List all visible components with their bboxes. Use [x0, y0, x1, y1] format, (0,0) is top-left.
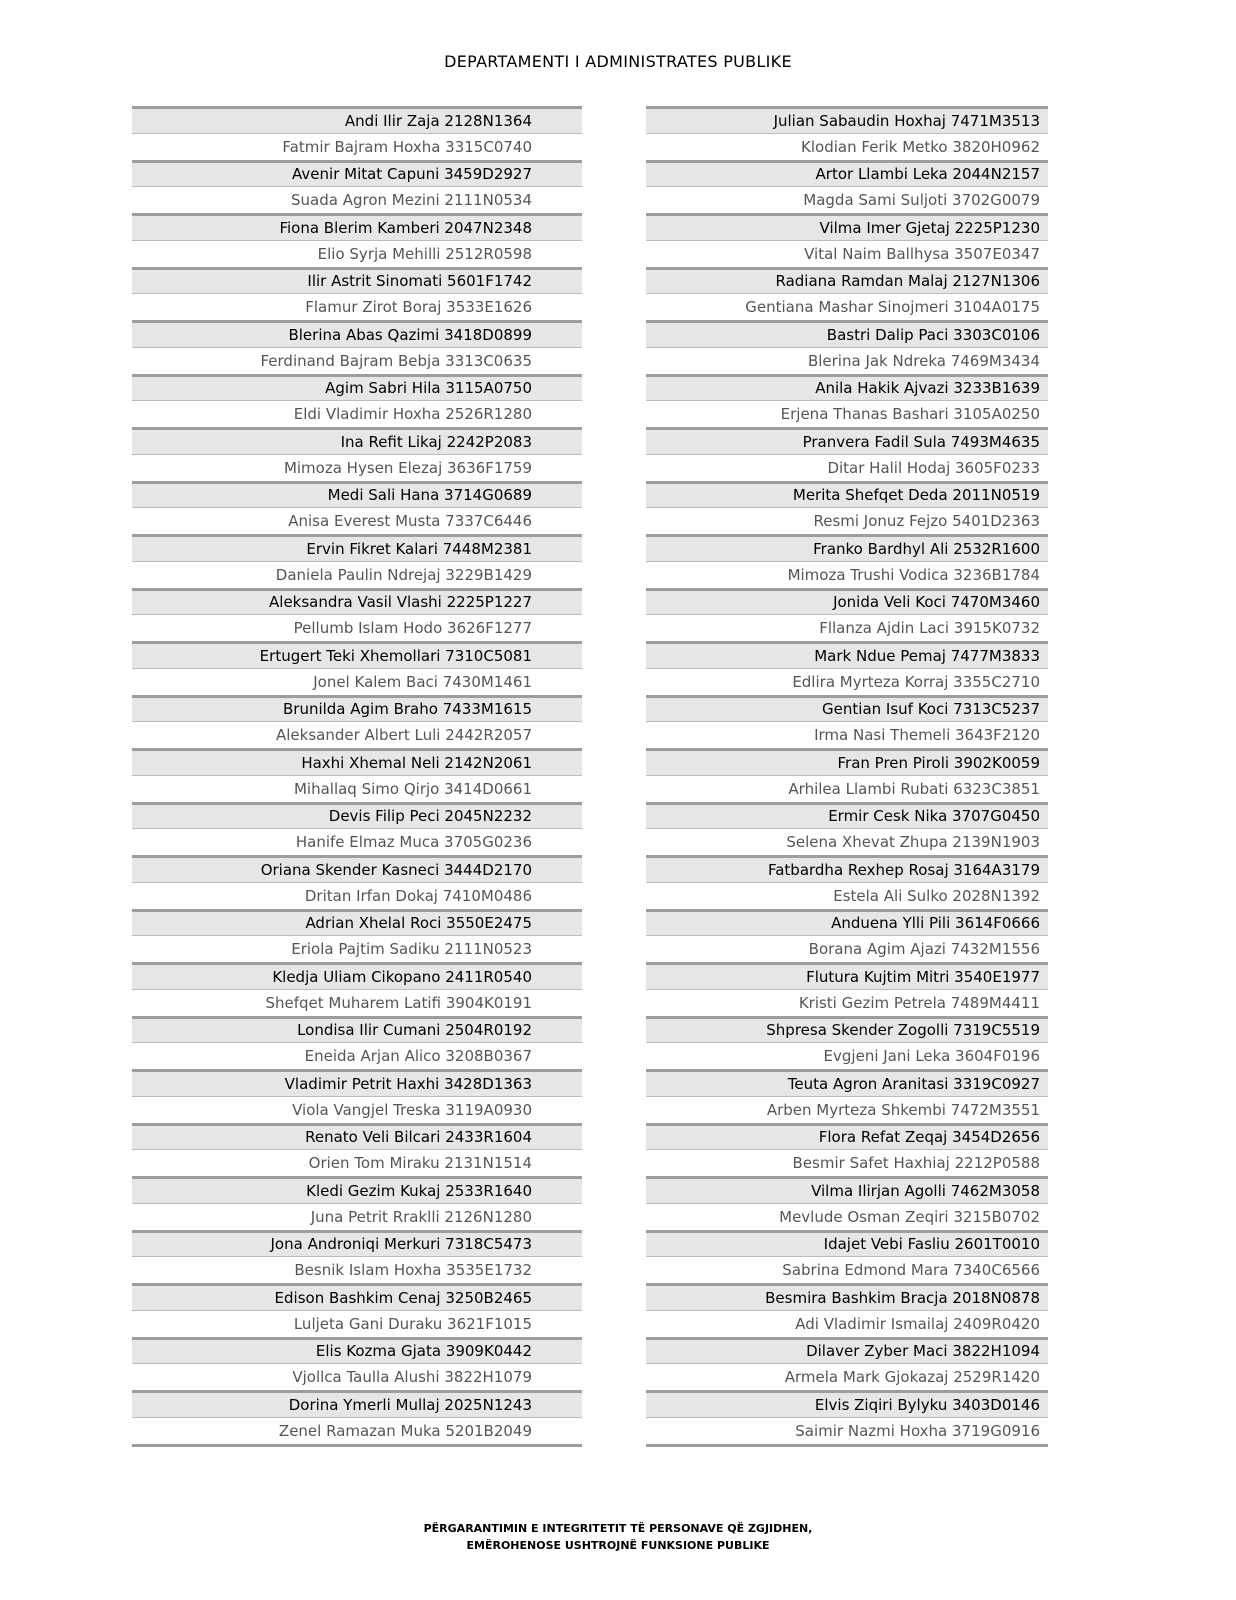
- list-item: Magda Sami Suljoti 3702G0079: [646, 186, 1048, 213]
- list-item: Merita Shefqet Deda 2011N0519: [646, 481, 1048, 508]
- list-item: Edison Bashkim Cenaj 3250B2465: [132, 1283, 582, 1310]
- list-item: Idajet Vebi Fasliu 2601T0010: [646, 1230, 1048, 1257]
- list-item: Mark Ndue Pemaj 7477M3833: [646, 641, 1048, 668]
- list-item: Pranvera Fadil Sula 7493M4635: [646, 427, 1048, 454]
- list-item: Aleksander Albert Luli 2442R2057: [132, 721, 582, 748]
- list-item: Eriola Pajtim Sadiku 2111N0523: [132, 935, 582, 962]
- list-item: Pellumb Islam Hodo 3626F1277: [132, 614, 582, 641]
- list-item: Viola Vangjel Treska 3119A0930: [132, 1096, 582, 1123]
- list-item: Agim Sabri Hila 3115A0750: [132, 374, 582, 401]
- list-item: Ervin Fikret Kalari 7448M2381: [132, 534, 582, 561]
- list-item: Anisa Everest Musta 7337C6446: [132, 507, 582, 534]
- list-item: Dilaver Zyber Maci 3822H1094: [646, 1337, 1048, 1364]
- list-item: Blerina Abas Qazimi 3418D0899: [132, 320, 582, 347]
- list-item: Bastri Dalip Paci 3303C0106: [646, 320, 1048, 347]
- list-item: Ermir Cesk Nika 3707G0450: [646, 802, 1048, 829]
- list-item: Orien Tom Miraku 2131N1514: [132, 1149, 582, 1176]
- list-item: Shpresa Skender Zogolli 7319C5519: [646, 1016, 1048, 1043]
- list-item: Suada Agron Mezini 2111N0534: [132, 186, 582, 213]
- list-item: Kristi Gezim Petrela 7489M4411: [646, 989, 1048, 1016]
- list-item: Vladimir Petrit Haxhi 3428D1363: [132, 1069, 582, 1096]
- list-item: Evgjeni Jani Leka 3604F0196: [646, 1042, 1048, 1069]
- list-item: Haxhi Xhemal Neli 2142N2061: [132, 748, 582, 775]
- page-footer: [0, 1520, 1236, 1554]
- list-item: Oriana Skender Kasneci 3444D2170: [132, 855, 582, 882]
- list-item: Radiana Ramdan Malaj 2127N1306: [646, 267, 1048, 294]
- list-item: Fran Pren Piroli 3902K0059: [646, 748, 1048, 775]
- list-item: Adrian Xhelal Roci 3550E2475: [132, 909, 582, 936]
- list-item: Flutura Kujtim Mitri 3540E1977: [646, 962, 1048, 989]
- list-item: Vital Naim Ballhysa 3507E0347: [646, 240, 1048, 267]
- list-item: Flora Refat Zeqaj 3454D2656: [646, 1123, 1048, 1150]
- list-item: Fatbardha Rexhep Rosaj 3164A3179: [646, 855, 1048, 882]
- list-item: Besmir Safet Haxhiaj 2212P0588: [646, 1149, 1048, 1176]
- list-item: Fatmir Bajram Hoxha 3315C0740: [132, 133, 582, 160]
- list-item: Mimoza Hysen Elezaj 3636F1759: [132, 454, 582, 481]
- list-item: Sabrina Edmond Mara 7340C6566: [646, 1256, 1048, 1283]
- list-item: Erjena Thanas Bashari 3105A0250: [646, 400, 1048, 427]
- column-bottom-rule: [646, 1444, 1048, 1447]
- list-item: Gentian Isuf Koci 7313C5237: [646, 695, 1048, 722]
- list-item: Ina Refit Likaj 2242P2083: [132, 427, 582, 454]
- list-item: Daniela Paulin Ndrejaj 3229B1429: [132, 561, 582, 588]
- list-item: Estela Ali Sulko 2028N1392: [646, 882, 1048, 909]
- list-item: Blerina Jak Ndreka 7469M3434: [646, 347, 1048, 374]
- list-item: Elis Kozma Gjata 3909K0442: [132, 1337, 582, 1364]
- list-item: Eldi Vladimir Hoxha 2526R1280: [132, 400, 582, 427]
- list-item: Selena Xhevat Zhupa 2139N1903: [646, 828, 1048, 855]
- list-item: Julian Sabaudin Hoxhaj 7471M3513: [646, 106, 1048, 133]
- list-item: Vilma Ilirjan Agolli 7462M3058: [646, 1176, 1048, 1203]
- list-item: Arhilea Llambi Rubati 6323C3851: [646, 775, 1048, 802]
- list-item: Aleksandra Vasil Vlashi 2225P1227: [132, 588, 582, 615]
- list-item: Teuta Agron Aranitasi 3319C0927: [646, 1069, 1048, 1096]
- list-item: Vilma Imer Gjetaj 2225P1230: [646, 213, 1048, 240]
- list-item: Dritan Irfan Dokaj 7410M0486: [132, 882, 582, 909]
- list-item: Ilir Astrit Sinomati 5601F1742: [132, 267, 582, 294]
- list-item: Andi Ilir Zaja 2128N1364: [132, 106, 582, 133]
- list-item: Ferdinand Bajram Bebja 3313C0635: [132, 347, 582, 374]
- list-item: Eneida Arjan Alico 3208B0367: [132, 1042, 582, 1069]
- list-item: Fllanza Ajdin Laci 3915K0732: [646, 614, 1048, 641]
- list-item: Mihallaq Simo Qirjo 3414D0661: [132, 775, 582, 802]
- list-item: Shefqet Muharem Latifi 3904K0191: [132, 989, 582, 1016]
- column-bottom-rule: [132, 1444, 582, 1447]
- list-item: Klodian Ferik Metko 3820H0962: [646, 133, 1048, 160]
- list-item: Devis Filip Peci 2045N2232: [132, 802, 582, 829]
- list-item: Fiona Blerim Kamberi 2047N2348: [132, 213, 582, 240]
- page-title: DEPARTAMENTI I ADMINISTRATES PUBLIKE: [444, 52, 792, 71]
- list-item: Franko Bardhyl Ali 2532R1600: [646, 534, 1048, 561]
- list-item: Dorina Ymerli Mullaj 2025N1243: [132, 1390, 582, 1417]
- footer-line-1: PËRGARANTIMIN E INTEGRITETIT TË PERSONAVE QË ZGJIDHEN,: [423, 1522, 813, 1535]
- list-item: Anila Hakik Ajvazi 3233B1639: [646, 374, 1048, 401]
- list-item: Brunilda Agim Braho 7433M1615: [132, 695, 582, 722]
- list-item: Kledi Gezim Kukaj 2533R1640: [132, 1176, 582, 1203]
- list-item: Adi Vladimir Ismailaj 2409R0420: [646, 1310, 1048, 1337]
- list-item: Arben Myrteza Shkembi 7472M3551: [646, 1096, 1048, 1123]
- list-item: Ertugert Teki Xhemollari 7310C5081: [132, 641, 582, 668]
- list-item: Mevlude Osman Zeqiri 3215B0702: [646, 1203, 1048, 1230]
- list-item: Londisa Ilir Cumani 2504R0192: [132, 1016, 582, 1043]
- list-item: Avenir Mitat Capuni 3459D2927: [132, 160, 582, 187]
- list-item: Elvis Ziqiri Bylyku 3403D0146: [646, 1390, 1048, 1417]
- list-item: Gentiana Mashar Sinojmeri 3104A0175: [646, 293, 1048, 320]
- list-item: Elio Syrja Mehilli 2512R0598: [132, 240, 582, 267]
- list-item: Medi Sali Hana 3714G0689: [132, 481, 582, 508]
- list-item: Jonida Veli Koci 7470M3460: [646, 588, 1048, 615]
- list-item: Anduena Ylli Pili 3614F0666: [646, 909, 1048, 936]
- list-item: Besmira Bashkim Bracja 2018N0878: [646, 1283, 1048, 1310]
- list-item: Ditar Halil Hodaj 3605F0233: [646, 454, 1048, 481]
- list-item: Juna Petrit Rraklli 2126N1280: [132, 1203, 582, 1230]
- list-item: Hanife Elmaz Muca 3705G0236: [132, 828, 582, 855]
- left-name-column: [132, 106, 582, 1447]
- list-item: Flamur Zirot Boraj 3533E1626: [132, 293, 582, 320]
- list-item: Luljeta Gani Duraku 3621F1015: [132, 1310, 582, 1337]
- list-item: Jona Androniqi Merkuri 7318C5473: [132, 1230, 582, 1257]
- footer-line-2: EMËROHENOSE USHTROJNË FUNKSIONE PUBLIKE: [466, 1539, 770, 1552]
- list-item: Resmi Jonuz Fejzo 5401D2363: [646, 507, 1048, 534]
- list-item: Edlira Myrteza Korraj 3355C2710: [646, 668, 1048, 695]
- list-item: Jonel Kalem Baci 7430M1461: [132, 668, 582, 695]
- list-item: Artor Llambi Leka 2044N2157: [646, 160, 1048, 187]
- list-item: Borana Agim Ajazi 7432M1556: [646, 935, 1048, 962]
- list-item: Besnik Islam Hoxha 3535E1732: [132, 1256, 582, 1283]
- list-item: Mimoza Trushi Vodica 3236B1784: [646, 561, 1048, 588]
- list-item: Zenel Ramazan Muka 5201B2049: [132, 1417, 582, 1444]
- list-item: Vjollca Taulla Alushi 3822H1079: [132, 1363, 582, 1390]
- list-item: Saimir Nazmi Hoxha 3719G0916: [646, 1417, 1048, 1444]
- list-item: Kledja Uliam Cikopano 2411R0540: [132, 962, 582, 989]
- list-item: Irma Nasi Themeli 3643F2120: [646, 721, 1048, 748]
- list-item: Armela Mark Gjokazaj 2529R1420: [646, 1363, 1048, 1390]
- right-name-column: [646, 106, 1048, 1447]
- list-item: Renato Veli Bilcari 2433R1604: [132, 1123, 582, 1150]
